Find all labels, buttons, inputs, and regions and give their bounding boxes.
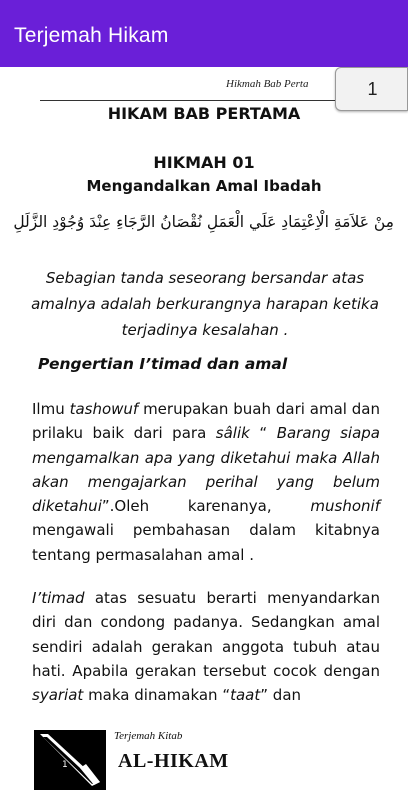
app-bar [0,0,408,67]
page-number: 1 [367,79,378,99]
para1-text-5: “ [249,424,277,443]
para2-term-syariat: syariat [32,686,84,705]
paragraph-tashowuf [32,397,380,567]
para2-text-6: ” dan [260,686,302,705]
chapter-title: HIKAM BAB PERTAMA [107,104,301,123]
al-hikam-logo [34,730,246,790]
para1-text-1: Ilmu [32,400,70,418]
para2-term-itimad: I’timad [32,589,85,607]
running-head: Hikmah Bab Perta [226,78,309,90]
para1-term-salik: sâlik [215,424,250,443]
para1-quote: Barang siapa mengamalkan apa yang diketahui maka Allah akan mengajarkan perihal yang belum diketahui [32,424,380,516]
para1-text-3: merupakan buah dari amal dan prilaku baik dari para [32,400,380,443]
book-page[interactable] [0,67,408,800]
logo-title: AL-HIKAM [118,750,229,772]
para2-text-2: atas sesuatu berarti menyandarkan diri dan condong padanya. Sedangkan amal sendiri adalah gerakan anggota tubuh atau hati. Apabila gerakan tersebut cocok dengan [32,589,380,680]
para1-text-7: ”.Oleh karenanya, [101,497,311,516]
para1-term-tashowuf: tashowuf [69,400,139,418]
paragraph-itimad [32,586,380,707]
section-heading: Pengertian I’timad dan amal [38,355,288,373]
logo-subtitle: Terjemah Kitab [114,730,183,742]
para1-text-9: mengawali pembahasan dalam kitabnya tentang permasalahan amal . [32,521,380,564]
logo-badge-number: 1 [62,760,68,770]
translation-text: Sebagian tanda seseorang bersandar atas amalnya adalah berkurangnya harapan ketika terjadinya kesalahan . [31,269,379,339]
arabic-text: مِنْ عَلاَمَةِ الْاِعْتِمَادِ عَلَي الْعَمَلِ نُقْصَانُ الرَّجَاءِ عِنْدَ وُجُوْدِ الزَّلَلِ [13,213,394,231]
hikmah-subtitle: Mengandalkan Amal Ibadah [86,177,322,195]
quill-icon [34,730,106,790]
app-title: Terjemah Hikam [14,24,169,47]
hikmah-title: HIKMAH 01 [153,153,255,172]
para2-text-4: maka dinamakan “ [83,686,231,705]
para2-term-taat: taat [230,686,261,705]
para1-term-mushonif: mushonif [310,497,380,516]
header-divider [40,100,336,101]
